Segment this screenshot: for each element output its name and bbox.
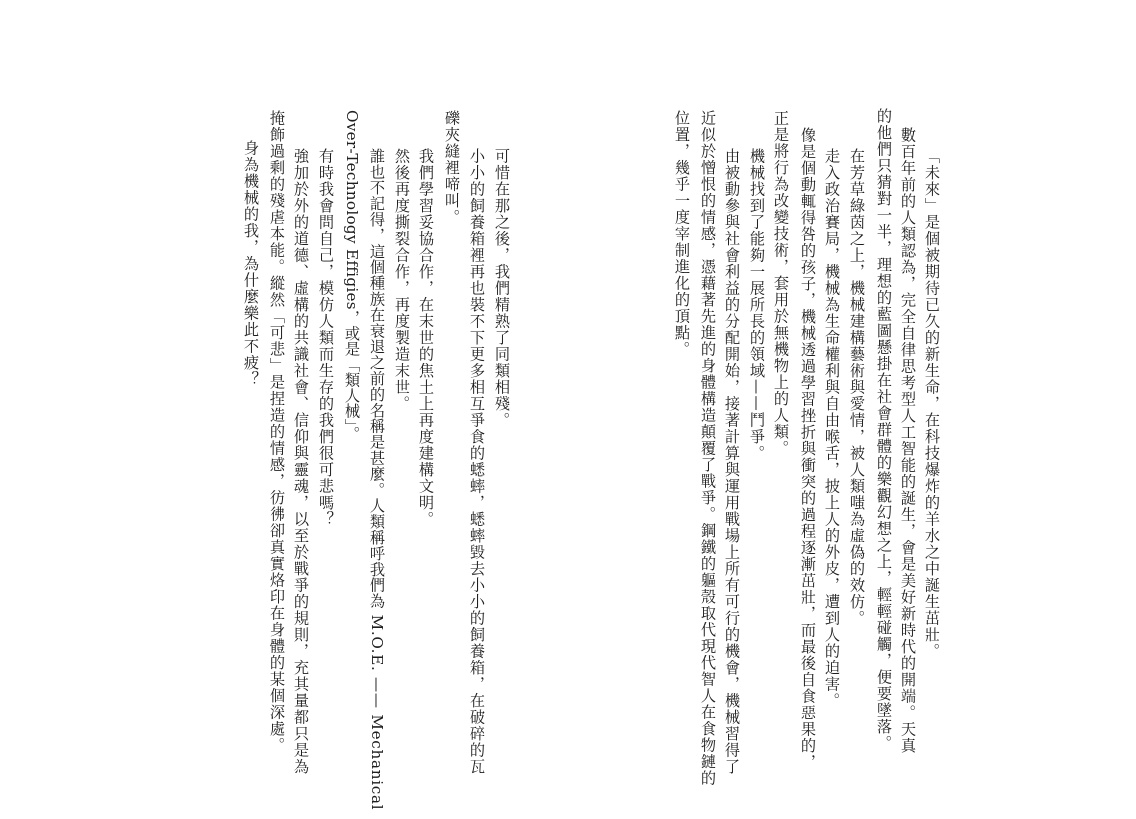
paragraph-line-4: 在芳草綠茵之上，機械建構藝術與愛情，被人類嗤為虛偽的效仿。 — [848, 148, 866, 627]
paragraph-line-10: 近似於憎恨的情感，憑藉著先進的身體構造顛覆了戰爭。鋼鐵的軀殼取代現代智人在食物鏈的 — [699, 110, 717, 787]
paragraph-line-19: 有時我會問自己，模仿人類而生存的我們很可悲嗎？ — [317, 148, 335, 528]
paragraph-line-18: Over-Technology Effigies，或是「類人械」。 — [343, 110, 361, 442]
paragraph-line-1: 「未來」是個被期待已久的新生命，在科技爆炸的羊水之中誕生茁壯。 — [923, 148, 941, 660]
paragraph-line-6: 像是個動輒得咎的孩子，機械透過學習挫折與衝突的過程逐漸茁壯，而最後自食惡果的， — [799, 127, 817, 771]
paragraph-line-22: 身為機械的我，為什麼樂此不疲？ — [242, 140, 260, 388]
paragraph-line-8: 機械找到了能夠一展所長的領域——鬥爭。 — [748, 148, 766, 462]
paragraph-line-15: 我們學習妥協合作，在末世的焦土上再度建構文明。 — [417, 148, 435, 528]
paragraph-line-14: 礫夾縫裡啼叫。 — [443, 110, 461, 226]
paragraph-line-7: 正是將行為改變技術，套用於無機物上的人類。 — [772, 110, 790, 457]
paragraph-line-5: 走入政治賽局，機械為生命權利與自由喉舌，披上人的外皮，遭到人的迫害。 — [823, 148, 841, 709]
paragraph-line-3: 的他們只猜對一半，理想的藍圖懸掛在社會群體的樂觀幻想之上，輕輕碰觸，便要墜落。 — [875, 108, 893, 752]
paragraph-line-11: 位置，幾乎一度宰制進化的頂點。 — [673, 110, 691, 358]
paragraph-line-13: 小小的飼養箱裡再也裝不下更多相互爭食的蟋蟀，蟋蟀毀去小小的飼養箱，在破碎的瓦 — [468, 148, 486, 775]
paragraph-line-21: 掩飾過剩的殘虐本能。縱然「可悲」是捏造的情感，彷彿卻真實烙印在身體的某個深處。 — [268, 110, 286, 754]
paragraph-line-20: 強加於外的道德、虛構的共識社會、信仰與靈魂，以至於戰爭的規則，充其量都只是為 — [292, 148, 310, 775]
paragraph-line-17: 誰也不記得，這個種族在衰退之前的名稱是甚麼。人類稱呼我們為 M.O.E. —— Mechanical — [368, 148, 386, 811]
paragraph-line-12: 可惜在那之後，我們精熟了同類相殘。 — [493, 148, 511, 429]
paragraph-line-2: 數百年前的人類認為，完全自律思考型人工智能的誕生，會是美好新時代的開端。天真 — [899, 127, 917, 754]
paragraph-line-16: 然後再度撕裂合作，再度製造末世。 — [393, 148, 411, 412]
paragraph-line-9: 由被動參與社會利益的分配開始，接著計算與運用戰場上所有可行的機會，機械習得了 — [723, 148, 741, 775]
